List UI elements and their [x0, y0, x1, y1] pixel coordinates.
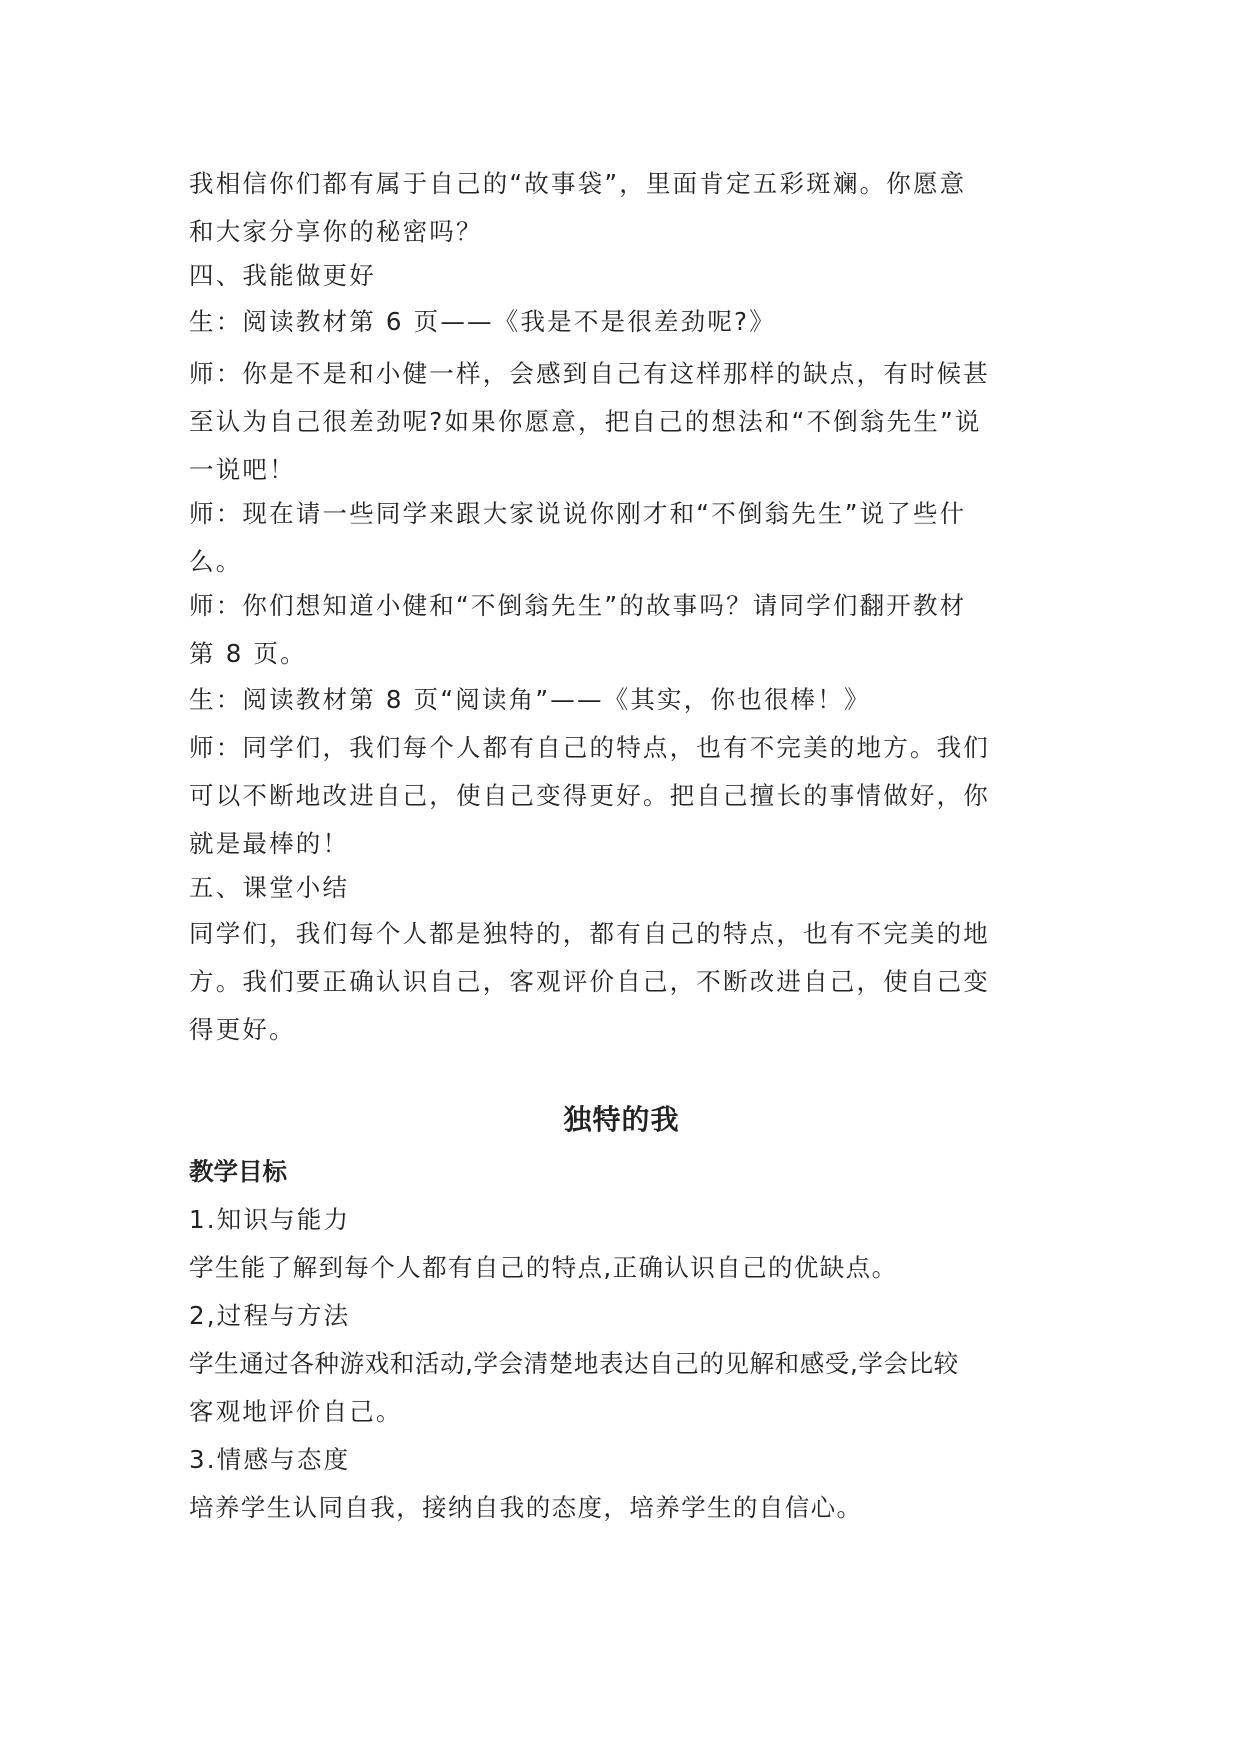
- objective-1-text: 学生能了解到每个人都有自己的特点,正确认识自己的优缺点。: [189, 1253, 898, 1282]
- paragraph: 师：现在请一些同学来跟大家说说你刚才和“不倒翁先生”说了些什: [189, 499, 967, 528]
- lesson-title: 独特的我: [563, 1103, 680, 1136]
- objective-2-text: 客观地评价自己。: [189, 1397, 403, 1426]
- objective-3-text: 培养学生认同自我，接纳自我的态度，培养学生的自信心。: [189, 1493, 863, 1522]
- paragraph: 么。: [189, 547, 243, 576]
- paragraph: 一说吧！: [189, 455, 296, 484]
- paragraph: 第 8 页。: [189, 639, 307, 668]
- objective-2-heading: 2,过程与方法: [189, 1301, 351, 1330]
- paragraph: 就是最棒的！: [189, 829, 350, 858]
- paragraph: 我相信你们都有属于自己的“故事袋”，里面肯定五彩斑斓。你愿意: [189, 169, 967, 198]
- paragraph: 可以不断地改进自己，使自己变得更好。把自己擅长的事情做好，你: [189, 781, 990, 810]
- paragraph: 方。我们要正确认识自己，客观评价自己，不断改进自己，使自己变: [189, 967, 990, 996]
- paragraph: 生：阅读教材第 6 页——《我是不是很差劲呢?》: [189, 307, 776, 336]
- paragraph: 师：你是不是和小健一样，会感到自己有这样那样的缺点，有时候甚: [189, 359, 990, 388]
- document-page: [189, 158, 1054, 1532]
- section-heading-4: 四、我能做更好: [189, 261, 376, 290]
- objectives-heading: 教学目标: [189, 1157, 287, 1186]
- section-heading-5: 五、课堂小结: [189, 873, 350, 902]
- paragraph: 生：阅读教材第 8 页“阅读角”——《其实，你也很棒！》: [189, 685, 871, 714]
- paragraph: 和大家分享你的秘密吗？: [189, 217, 483, 246]
- paragraph: 师：同学们，我们每个人都有自己的特点，也有不完美的地方。我们: [189, 733, 990, 762]
- objective-1-heading: 1.知识与能力: [189, 1205, 351, 1234]
- paragraph: 至认为自己很差劲呢?如果你愿意，把自己的想法和“不倒翁先生”说: [189, 407, 982, 436]
- objective-2-text: 学生通过各种游戏和活动,学会清楚地表达自己的见解和感受,学会比较: [189, 1349, 959, 1378]
- paragraph: 同学们，我们每个人都是独特的，都有自己的特点，也有不完美的地: [189, 919, 990, 948]
- paragraph: 得更好。: [189, 1015, 296, 1044]
- objective-3-heading: 3.情感与态度: [189, 1445, 351, 1474]
- paragraph: 师：你们想知道小健和“不倒翁先生”的故事吗？请同学们翻开教材: [189, 591, 967, 620]
